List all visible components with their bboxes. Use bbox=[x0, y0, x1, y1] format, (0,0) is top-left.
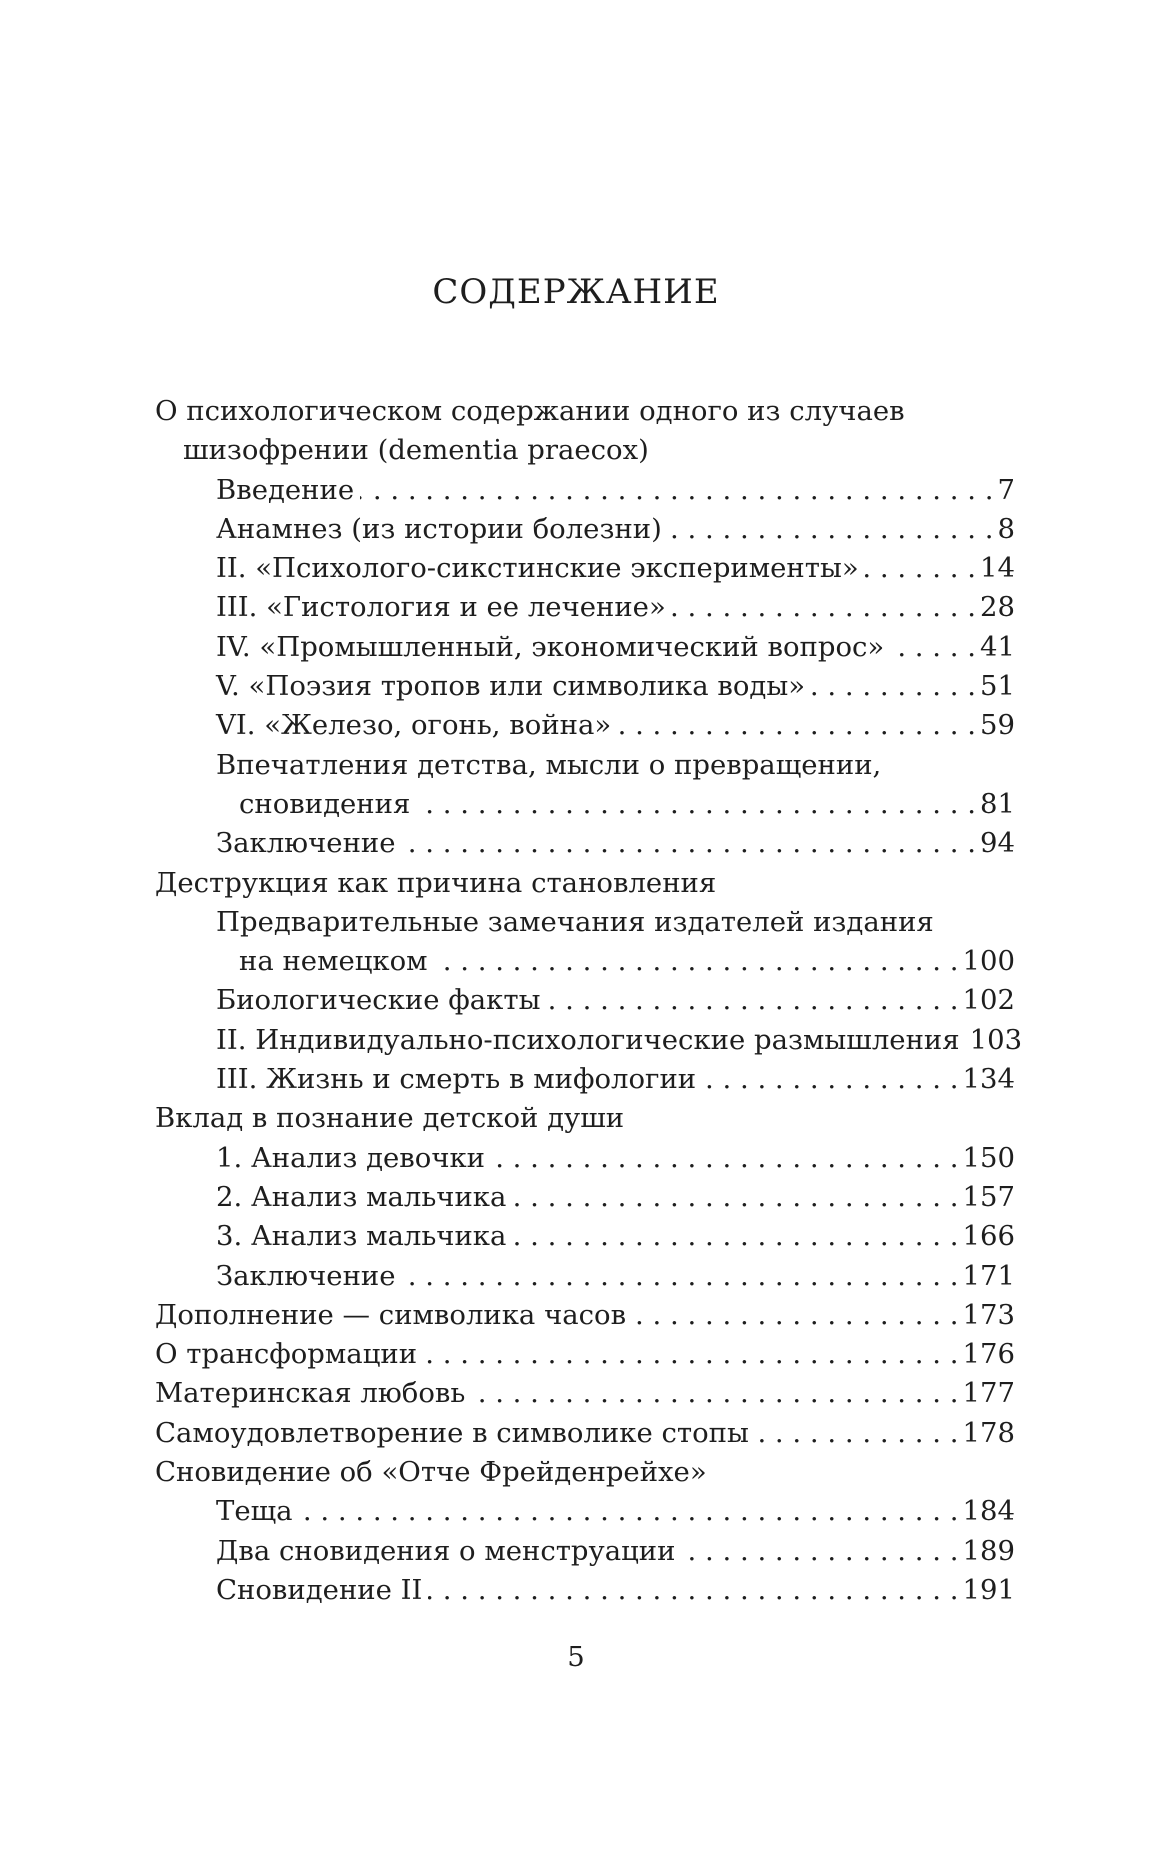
toc-entry bbox=[155, 1021, 1023, 1060]
dot-leader bbox=[416, 785, 976, 824]
toc-entry-page: 94 bbox=[980, 827, 1015, 860]
toc-entry-page: 189 bbox=[962, 1534, 1015, 1567]
toc-entry-page: 7 bbox=[997, 473, 1015, 506]
dot-leader bbox=[865, 549, 976, 588]
toc-entry-page: 173 bbox=[962, 1298, 1015, 1331]
page-title: СОДЕРЖАНИЕ bbox=[432, 272, 720, 312]
toc-entry-title: Теща bbox=[216, 1495, 293, 1528]
toc-entry-title: III. Жизнь и смерть в мифологии bbox=[216, 1063, 697, 1096]
dot-leader bbox=[890, 628, 976, 667]
toc-entry-title: Материнская любовь bbox=[155, 1377, 466, 1410]
toc-entry-title: 3. Анализ мальчика bbox=[216, 1220, 507, 1253]
dot-leader bbox=[402, 1257, 959, 1296]
toc-entry-page: 166 bbox=[962, 1220, 1015, 1253]
toc-entry bbox=[155, 1178, 1015, 1217]
dot-leader bbox=[811, 667, 976, 706]
toc-entry-page: 157 bbox=[962, 1180, 1015, 1213]
toc-entry-title: V. «Поэзия тропов или символика воды» bbox=[216, 670, 806, 703]
toc-entry-title: Заключение bbox=[216, 1259, 396, 1292]
toc-entry bbox=[155, 706, 1015, 745]
toc-entry-page: 59 bbox=[980, 709, 1015, 742]
toc-entry-title: III. «Гистология и ее лечение» bbox=[216, 591, 666, 624]
toc-entry bbox=[155, 746, 1015, 785]
toc-entry bbox=[155, 1532, 1015, 1571]
toc-entry bbox=[155, 864, 1015, 903]
toc-entry bbox=[155, 1453, 1015, 1492]
toc-entry-page: 8 bbox=[997, 512, 1015, 545]
toc-entry bbox=[155, 1414, 1015, 1453]
page-number: 5 bbox=[567, 1641, 585, 1673]
table-of-contents bbox=[155, 392, 1023, 1610]
dot-leader bbox=[617, 706, 976, 745]
dot-leader bbox=[360, 471, 993, 510]
toc-entry-title: IV. «Промышленный, экономический вопрос» bbox=[216, 630, 885, 663]
toc-entry-page: 171 bbox=[962, 1259, 1015, 1292]
toc-entry-title: 2. Анализ мальчика bbox=[216, 1180, 507, 1213]
toc-entry-title: Заключение bbox=[216, 827, 396, 860]
toc-entry-title: Предварительные замечания издателей издания bbox=[216, 905, 934, 938]
toc-entry-page: 184 bbox=[962, 1495, 1015, 1528]
toc-entry-page: 81 bbox=[980, 787, 1015, 820]
toc-entry bbox=[155, 1296, 1015, 1335]
dot-leader bbox=[512, 1217, 958, 1256]
toc-entry-page: 176 bbox=[962, 1338, 1015, 1371]
toc-entry-title: Биологические факты bbox=[216, 984, 541, 1017]
toc-entry-page: 150 bbox=[962, 1141, 1015, 1174]
toc-entry-title: II. «Психолого-сикстинские эксперименты» bbox=[216, 552, 859, 585]
toc-entry-title: 1. Анализ девочки bbox=[216, 1141, 486, 1174]
toc-entry bbox=[155, 549, 1015, 588]
dot-leader bbox=[434, 942, 959, 981]
toc-entry-page: 134 bbox=[962, 1063, 1015, 1096]
toc-entry-page: 103 bbox=[969, 1023, 1023, 1056]
toc-entry bbox=[155, 1571, 1015, 1610]
toc-entry-page: 51 bbox=[980, 670, 1015, 703]
toc-entry-page: 178 bbox=[962, 1416, 1015, 1449]
dot-leader bbox=[471, 1374, 958, 1413]
toc-entry bbox=[155, 471, 1015, 510]
toc-entry bbox=[155, 1257, 1015, 1296]
toc-entry bbox=[155, 1060, 1015, 1099]
dot-leader bbox=[668, 510, 994, 549]
toc-entry bbox=[155, 1139, 1015, 1178]
toc-entry bbox=[155, 1374, 1015, 1413]
toc-entry bbox=[155, 942, 1015, 981]
toc-entry-title: Сновидение об «Отче Фрейденрейхе» bbox=[155, 1456, 707, 1489]
toc-entry-title: II. Индивидуально-психологические размышления bbox=[216, 1023, 960, 1056]
toc-entry bbox=[155, 431, 1015, 470]
toc-entry-page: 100 bbox=[962, 945, 1015, 978]
toc-entry bbox=[155, 628, 1015, 667]
toc-entry bbox=[155, 510, 1015, 549]
dot-leader bbox=[546, 981, 958, 1020]
dot-leader bbox=[299, 1492, 959, 1531]
dot-leader bbox=[491, 1139, 958, 1178]
toc-entry-page: 177 bbox=[962, 1377, 1015, 1410]
toc-entry bbox=[155, 981, 1015, 1020]
toc-entry-title: Введение bbox=[216, 473, 355, 506]
toc-entry-title: VI. «Железо, огонь, война» bbox=[216, 709, 612, 742]
toc-entry bbox=[155, 1492, 1015, 1531]
toc-entry-title: на немецком bbox=[239, 945, 428, 978]
toc-entry-title: Вклад в познание детской души bbox=[155, 1102, 625, 1135]
toc-entry bbox=[155, 785, 1015, 824]
toc-entry-page: 14 bbox=[980, 552, 1015, 585]
toc-entry-title: Дополнение — символика часов bbox=[155, 1298, 627, 1331]
toc-entry-title: Впечатления детства, мысли о превращении, bbox=[216, 748, 882, 781]
toc-entry-title: Самоудовлетворение в символике стопы bbox=[155, 1416, 749, 1449]
toc-entry-title: Анамнез (из истории болезни) bbox=[216, 512, 662, 545]
toc-entry-title: Сновидение II bbox=[216, 1573, 423, 1606]
toc-entry-title: сновидения bbox=[239, 787, 411, 820]
dot-leader bbox=[428, 1571, 958, 1610]
toc-entry-page: 191 bbox=[962, 1573, 1015, 1606]
toc-entry bbox=[155, 1217, 1015, 1256]
toc-entry-title: О трансформации bbox=[155, 1338, 418, 1371]
toc-entry-title: О психологическом содержании одного из случаев bbox=[155, 395, 905, 427]
toc-entry-page: 41 bbox=[980, 630, 1015, 663]
toc-entry bbox=[155, 1099, 1015, 1138]
dot-leader bbox=[681, 1532, 958, 1571]
toc-entry bbox=[155, 824, 1015, 863]
dot-leader bbox=[702, 1060, 958, 1099]
toc-entry-title: шизофрении (dementia praecox) bbox=[183, 434, 649, 467]
toc-entry-title: Два сновидения о менструации bbox=[216, 1534, 676, 1567]
dot-leader bbox=[755, 1414, 959, 1453]
dot-leader bbox=[512, 1178, 958, 1217]
dot-leader bbox=[672, 588, 976, 627]
dot-leader bbox=[423, 1335, 958, 1374]
toc-entry bbox=[155, 667, 1015, 706]
toc-entry bbox=[155, 588, 1015, 627]
dot-leader bbox=[402, 824, 976, 863]
toc-entry-page: 102 bbox=[962, 984, 1015, 1017]
toc-entry-page: 28 bbox=[980, 591, 1015, 624]
toc-entry bbox=[155, 903, 1015, 942]
dot-leader bbox=[632, 1296, 958, 1335]
toc-entry bbox=[155, 392, 1015, 431]
toc-entry-title: Деструкция как причина становления bbox=[155, 866, 717, 899]
toc-entry bbox=[155, 1335, 1015, 1374]
